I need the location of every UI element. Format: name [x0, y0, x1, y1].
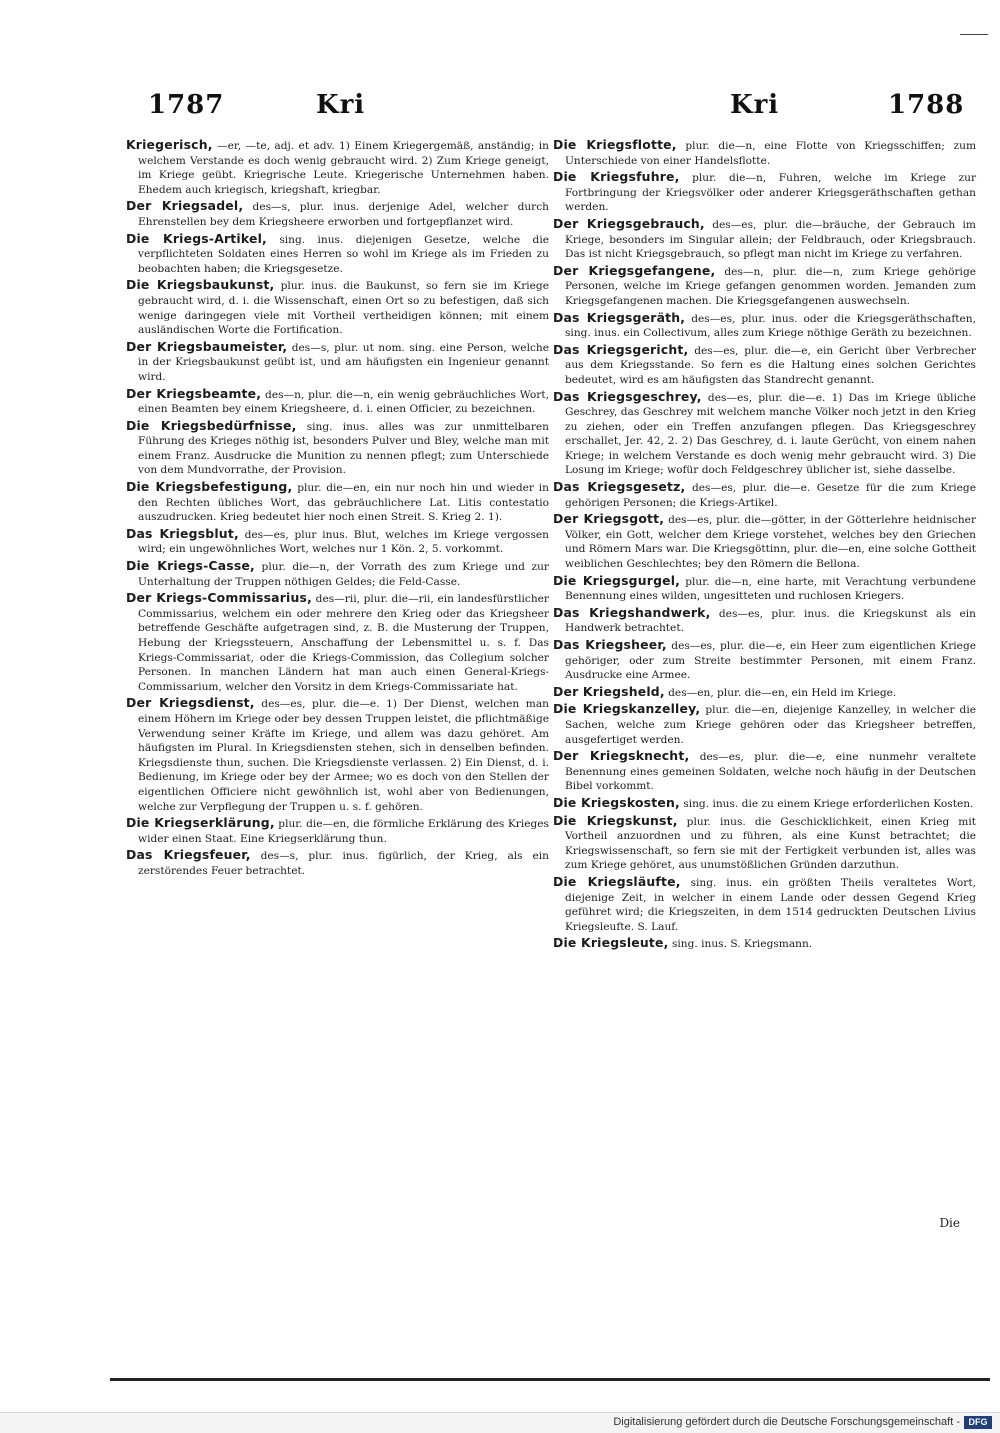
dictionary-entry: [553, 685, 976, 701]
entry-definition: —er, —te, adj. et adv. 1) Einem Kriegergemäß, anständig; in welchem Verstande es doch wenig gebraucht wird. 2) Zum Kriege geneigt, im Kriege geübt. Kriegrische Leute. Kriegerische Unternehmen haben. Ehedem auch kriegisch, kriegshaft, kriegbar.: [138, 140, 549, 196]
entry-definition: des—s, plur. inus. figürlich, der Krieg, als ein zerstörendes Feuer betrachtet.: [138, 850, 549, 877]
entry-definition: des—es, plur. die—e. 1) Der Dienst, welchen man einem Höhern im Kriege oder bey dessen Truppen leistet, die pflichtmäßige Verwendung seiner Kräfte im Kriege, und allem was dazu gehöret. Am häufigsten im Plural. In Kriegsdiensten stehen, sich in denselben befinden. Kriegsdienste thun, suchen. Die Kriegsdienste verlassen. 2) Ein Dienst, d. i. Bedienung, im Kriege oder bey der Armee; wo es doch von den Stellen der eigentlichen Officiere nicht gewöhnlich ist, wohl aber von Bedienungen, welche zur Verpflegung der Truppen u. s. f. gehören.: [138, 698, 549, 813]
page-header: [0, 90, 1000, 130]
entry-headword: Das Kriegsgeräth,: [553, 309, 686, 325]
entry-definition: plur. die—en, ein nur noch hin und wieder in den Rechten übliches Wort, das gebräuchlichere Lat. Litis contestatio auszudrucken. Krieg bedeutet hier noch einen Streit. S. Krieg 2. 1).: [138, 482, 549, 524]
entry-definition: des—n, plur. die—n, ein wenig gebräuchliches Wort, einen Beamten bey einem Kriegsheere, d. i. einen Officier, zu bezeichnen.: [138, 388, 549, 416]
dictionary-entry: [126, 480, 549, 525]
dictionary-entry: [553, 574, 976, 604]
dictionary-entry: [553, 264, 976, 309]
dictionary-entry: [126, 278, 549, 337]
entry-definition: plur. die—n, eine Flotte von Kriegsschiffen; zum Unterschiede von einer Handelsflotte.: [565, 140, 976, 167]
bottom-rule: [110, 1378, 990, 1381]
entry-definition: plur. die—n, eine harte, mit Verachtung verbundene Benennung eines wilden, ungesitteten und ruchlosen Kriegers.: [565, 575, 976, 603]
entry-definition: des—es, plur. die—e. Gesetze für die zum Kriege gehörigen Personen; die Kriegs-Artikel.: [565, 482, 976, 509]
entry-definition: sing. inus. die zu einem Kriege erforderlichen Kosten.: [679, 797, 974, 810]
entry-definition: des—es, plur. die—e, ein Gericht über Verbrecher aus dem Kriegsstande. So fern es die Haltung eines solchen Gerichtes bedeutet, wird es am häufigsten das Standrecht genannt.: [565, 344, 976, 386]
left-running-head: Kri: [316, 90, 366, 120]
entry-headword: Der Kriegs-Commissarius,: [126, 590, 313, 606]
scan-corner-mark: [960, 34, 988, 35]
footer-credit: Digitalisierung gefördert durch die Deutsche Forschungsgemeinschaft -: [613, 1416, 960, 1428]
dictionary-entry: [553, 390, 976, 479]
catchword: Die: [939, 1216, 960, 1230]
footer-bar: [0, 1412, 1000, 1433]
dictionary-entry: [126, 527, 549, 557]
entry-definition: sing. inus. diejenigen Gesetze, welche die verpflichteten Soldaten eines Herren so wohl im Kriege als im Frieden zu beobachten haben; die Kriegsgesetze.: [138, 233, 549, 275]
dictionary-entry: [553, 606, 976, 636]
right-column: [553, 138, 976, 954]
entry-headword: Das Kriegsfeuer,: [126, 847, 251, 863]
dictionary-entry: [126, 232, 549, 277]
entry-headword: Die Kriegskanzelley,: [553, 701, 701, 717]
dictionary-entry: [126, 848, 549, 878]
dictionary-entry: [126, 591, 549, 694]
entry-definition: plur. inus. die Geschicklichkeit, einen Krieg mit Vortheil anzuordnen und zu führen, als eine Kunst betrachtet; die Kriegswissenschaft, so fern sie mit der Fertigkeit verbunden ist, alles was zum Kriege gehöret, aus unumstößlichen Gründen darzuthun.: [565, 815, 977, 872]
dictionary-entry: [553, 814, 976, 873]
entry-definition: des—es, plur. die—e, eine nunmehr veraltete Benennung eines gemeinen Soldaten, welche noch häufig in der Deutschen Bibel vorkommt.: [565, 751, 976, 793]
entry-definition: des—n, plur. die—n, zum Kriege gehörige Personen, welche im Kriege gefangen genommen worden. Jemanden zum Kriegsgefangenen machen. Die Kriegsgefangenen auswechseln.: [565, 265, 976, 307]
entry-headword: Die Kriegsflotte,: [553, 137, 677, 152]
entry-headword: Der Kriegsheld,: [553, 683, 665, 699]
left-page-number: 1787: [148, 90, 225, 120]
entry-headword: Die Kriegsbaukunst,: [126, 277, 275, 293]
dictionary-entry: [553, 480, 976, 510]
dfg-logo: DFG: [964, 1416, 992, 1429]
entry-headword: Kriegerisch,: [126, 137, 213, 152]
dictionary-entry: [553, 702, 976, 747]
entry-definition: plur. die—n, der Vorrath des zum Kriege und zur Unterhaltung der Truppen nöthigen Geldes; die Feld-Casse.: [138, 561, 549, 588]
entry-definition: des—es, plur. die—e. 1) Das im Kriege übliche Geschrey, das Geschrey mit welchem manche Völker noch jetzt in den Krieg zu ziehen, oder ein Treffen anzufangen pflegen. Das Kriegsgeschrey erschallet, Jer. 42, 2. 2) Das Geschrey, d. i. laute Gerücht, von einem nahen Kriege; in welchem Verstande es doch wenig mehr gebraucht wird. 3) Die Losung im Kriege; wofür doch Feldgeschrey üblicher ist, siehe dasselbe.: [565, 391, 976, 477]
entry-definition: des—es, plur. die—bräuche, der Gebrauch im Kriege, besonders im Singular allein; der Feldbrauch, oder Kriegsbrauch. Das ist nicht Kriegsgebrauch, so pflegt man nicht im Kriege zu verfahren.: [565, 218, 976, 261]
entry-headword: Die Kriegs-Artikel,: [126, 230, 267, 246]
dictionary-entry: [553, 217, 976, 262]
dictionary-entry: [126, 419, 549, 478]
entry-headword: Die Kriegsläufte,: [553, 873, 681, 889]
entry-headword: Die Kriegsgurgel,: [553, 572, 681, 588]
entry-definition: des—es, plur. inus. oder die Kriegsgeräthschaften, sing. inus. ein Collectivum, alles zum Kriege nöthige Geräth zu bezeichnen.: [565, 312, 976, 340]
entry-headword: Der Kriegsdienst,: [126, 695, 255, 711]
dictionary-entry: [553, 749, 976, 794]
entry-headword: Der Kriegsknecht,: [553, 748, 690, 764]
left-column: [126, 138, 549, 881]
entry-headword: Die Kriegserklärung,: [126, 815, 275, 831]
entry-definition: des—s, plur. ut nom. sing. eine Person, welche in der Kriegsbaukunst geübt ist, und am häufigsten ein Ingenieur genannt wird.: [138, 341, 549, 383]
dictionary-entry: [553, 170, 976, 215]
entry-definition: des—en, plur. die—en, ein Held im Kriege.: [664, 686, 897, 699]
entry-definition: des—es, plur. inus. die Kriegskunst als ein Handwerk betrachtet.: [565, 607, 977, 635]
entry-headword: Das Kriegsgeschrey,: [553, 388, 702, 404]
dictionary-entry: [553, 875, 976, 934]
dictionary-entry: [126, 816, 549, 846]
dictionary-entry: [553, 796, 976, 812]
entry-definition: sing. inus. S. Kriegsmann.: [668, 938, 813, 951]
entry-headword: Das Kriegshandwerk,: [553, 604, 711, 620]
dictionary-entry: [126, 696, 549, 814]
entry-headword: Der Kriegsgebrauch,: [553, 215, 705, 231]
dictionary-entry: [553, 638, 976, 683]
entry-headword: Das Kriegsheer,: [553, 637, 667, 652]
dictionary-entry: [126, 199, 549, 229]
dictionary-entry: [126, 559, 549, 589]
entry-headword: Das Kriegsgericht,: [553, 341, 689, 357]
entry-definition: plur. inus. die Baukunst, so fern sie im Kriege gebraucht wird, d. i. die Wissenschaft, einen Ort so zu befestigen, daß sich wenige daringegen viele mit Vortheil vertheidigen können; mit einem ausländischen Worte die Fortification.: [138, 280, 549, 337]
dictionary-entry: [553, 512, 976, 571]
entry-definition: plur. die—en, die förmliche Erklärung des Krieges wider einen Staat. Eine Kriegserklärung thun.: [138, 818, 549, 845]
entry-headword: Die Kriegsfuhre,: [553, 169, 680, 185]
entry-definition: des—es, plur. die—götter, in der Götterlehre heidnischer Völker, ein Gott, welcher dem Kriege vorstehet, welches bey den Griechen und Römern Mars war. Die Kriegsgöttinn, plur. die—en, eine solche Gottheit weiblichen Geschlechtes; bey den Römern die Bellona.: [565, 514, 977, 571]
right-page-number: 1788: [888, 90, 965, 120]
entry-headword: Der Kriegsadel,: [126, 198, 244, 214]
entry-headword: Das Kriegsgesetz,: [553, 479, 686, 495]
entry-headword: Der Kriegsgefangene,: [553, 262, 716, 278]
entry-definition: des—rii, plur. die—rii, ein landesfürstlicher Commissarius, welchem ein oder mehrere den Krieg oder das Kriegsheer betreffende Geschäfte aufgetragen sind, z. B. die Musterung der Truppen, Hebung der Kriegssteuern, Anschaffung der Lebensmittel u. s. f. Das Kriegs-Commissariat, oder die Kriegs-Commission, das Collegium solcher Personen. In manchen Ländern hat man auch einen General-Kriegs-Commissarium, welcher den Vorsitz in dem Kriegs-Commissariate hat.: [138, 593, 549, 693]
entry-definition: sing. inus. alles was zur unmittelbaren Führung des Krieges nöthig ist, besonders Pulver und Bley, welche man mit einem Franz. Ausdrucke die Munition zu nennen pflegt; zum Unterschiede von dem Mundvorrathe, der Provision.: [138, 420, 549, 477]
entry-definition: des—es, plur inus. Blut, welches im Kriege vergossen wird; ein ungewöhnliches Wort, welches nur 1 Kön. 2, 5. vorkommt.: [138, 528, 549, 556]
entry-headword: Der Kriegsgott,: [553, 511, 665, 527]
right-running-head: Kri: [730, 90, 780, 120]
dictionary-entry: [553, 138, 976, 168]
entry-headword: Die Kriegsleute,: [553, 935, 669, 951]
entry-headword: Die Kriegs-Casse,: [126, 558, 255, 574]
entry-headword: Das Kriegsblut,: [126, 525, 239, 541]
dictionary-entry: [126, 387, 549, 417]
entry-definition: plur. die—n, Fuhren, welche im Kriege zur Fortbringung der Kriegsvölker oder anderer Kriegsgeräthschaften gethan werden.: [565, 172, 977, 214]
dictionary-entry: [126, 340, 549, 385]
dictionary-entry: [553, 311, 976, 341]
entry-headword: Der Kriegsbeamte,: [126, 385, 262, 401]
dictionary-entry: [126, 138, 549, 197]
entry-definition: sing. inus. ein größten Theils veraltetes Wort, diejenige Zeit, in welcher in einem Lande oder dessen Gegend Krieg geführet wird; die Kriegszeiten, in dem 1514 gedruckten Deutschen Livius Kriegsleufte. S. Lauf.: [565, 876, 976, 933]
entry-headword: Die Kriegskunst,: [553, 812, 678, 828]
entry-definition: des—es, plur. die—e, ein Heer zum eigentlichen Kriege gehöriger, oder zum Streite bestimmter Personen, mit einem Franz. Ausdrucke eine Armee.: [565, 640, 976, 682]
entry-headword: Die Kriegsbefestigung,: [126, 479, 293, 495]
entry-headword: Der Kriegsbaumeister,: [126, 338, 288, 354]
entry-headword: Die Kriegsbedürfnisse,: [126, 417, 297, 433]
entry-definition: plur. die—en, diejenige Kanzelley, in welcher die Sachen, welche zum Kriege gehören oder das Kriegsheer betreffen, ausgefertiget werden.: [565, 704, 976, 746]
entry-definition: des—s, plur. inus. derjenige Adel, welcher durch Ehrenstellen bey dem Kriegsheere erworben und fortgepflanzet wird.: [138, 201, 549, 228]
dictionary-entry: [553, 936, 976, 952]
dictionary-entry: [553, 343, 976, 388]
entry-headword: Die Kriegskosten,: [553, 794, 680, 810]
